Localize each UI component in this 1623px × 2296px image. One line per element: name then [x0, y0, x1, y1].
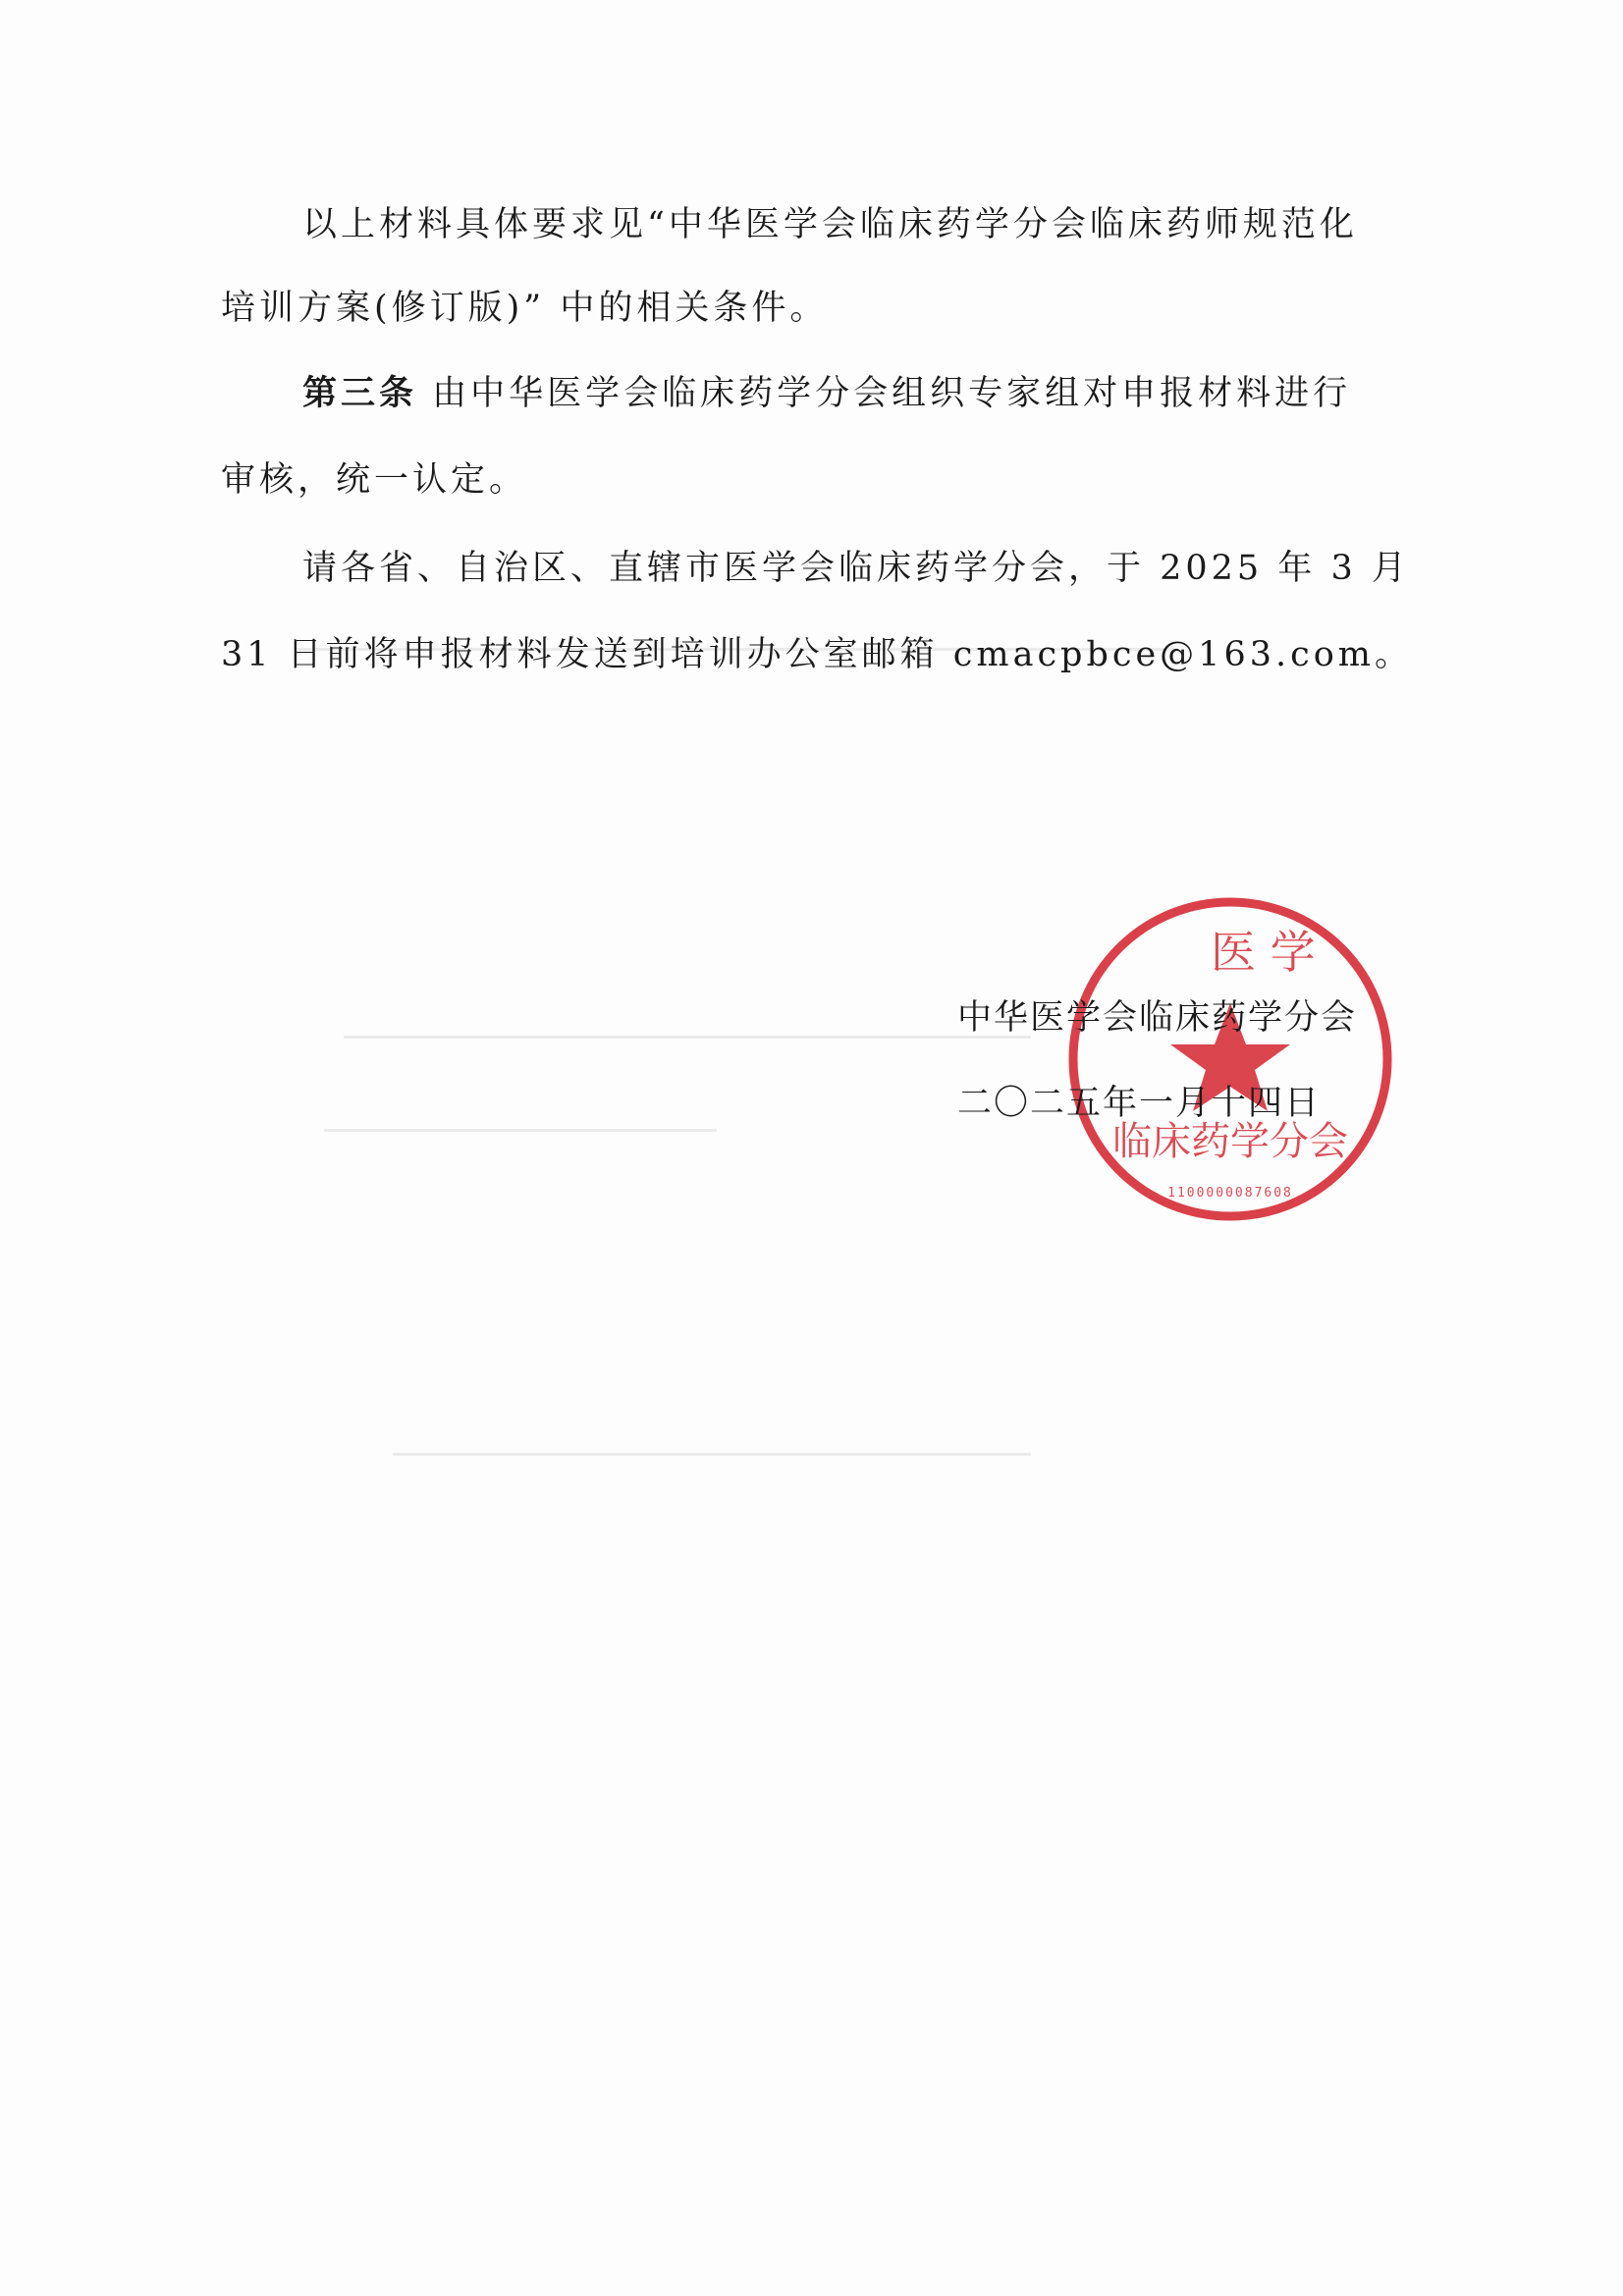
signature-date: 二〇二五年一月十四日: [957, 1084, 1322, 1123]
official-seal-stamp: [1058, 887, 1402, 1231]
article-number: 第三条: [302, 373, 418, 413]
paragraph-text: 培训方案(修订版)” 中的相关条件。: [221, 289, 829, 328]
article-heading-line: [302, 370, 1461, 417]
body-paragraph-line: [302, 201, 1461, 248]
paragraph-text: 请各省、自治区、直辖市医学会临床药学分会，于 2025 年 3 月: [302, 549, 1410, 588]
body-paragraph-line: [221, 631, 1413, 678]
seal-bottom-text: 临床药学分会: [1112, 1119, 1348, 1164]
seal-number: 1100000087608: [1167, 1186, 1293, 1201]
signature-organization: 中华医学会临床药学分会: [957, 998, 1358, 1038]
body-paragraph-line: [302, 545, 1461, 592]
body-paragraph-line: [221, 456, 1380, 504]
body-paragraph-line: [221, 285, 1380, 332]
scan-artifact-line: [344, 1036, 1031, 1039]
paragraph-text: 审核，统一认定。: [221, 460, 528, 500]
paragraph-text: 由中华医学会临床药学分会组织专家组对申报材料进行: [417, 374, 1352, 413]
scan-artifact-line: [324, 1129, 717, 1132]
seal-top-text: 医 学: [1211, 926, 1316, 979]
paragraph-text: 以上材料具体要求见“中华医学会临床药学分会临床药师规范化: [302, 205, 1358, 244]
paragraph-text: 31 日前将申报材料发送到培训办公室邮箱 cmacpbce@163.com。: [221, 635, 1413, 674]
scan-artifact-line: [393, 1453, 1031, 1456]
